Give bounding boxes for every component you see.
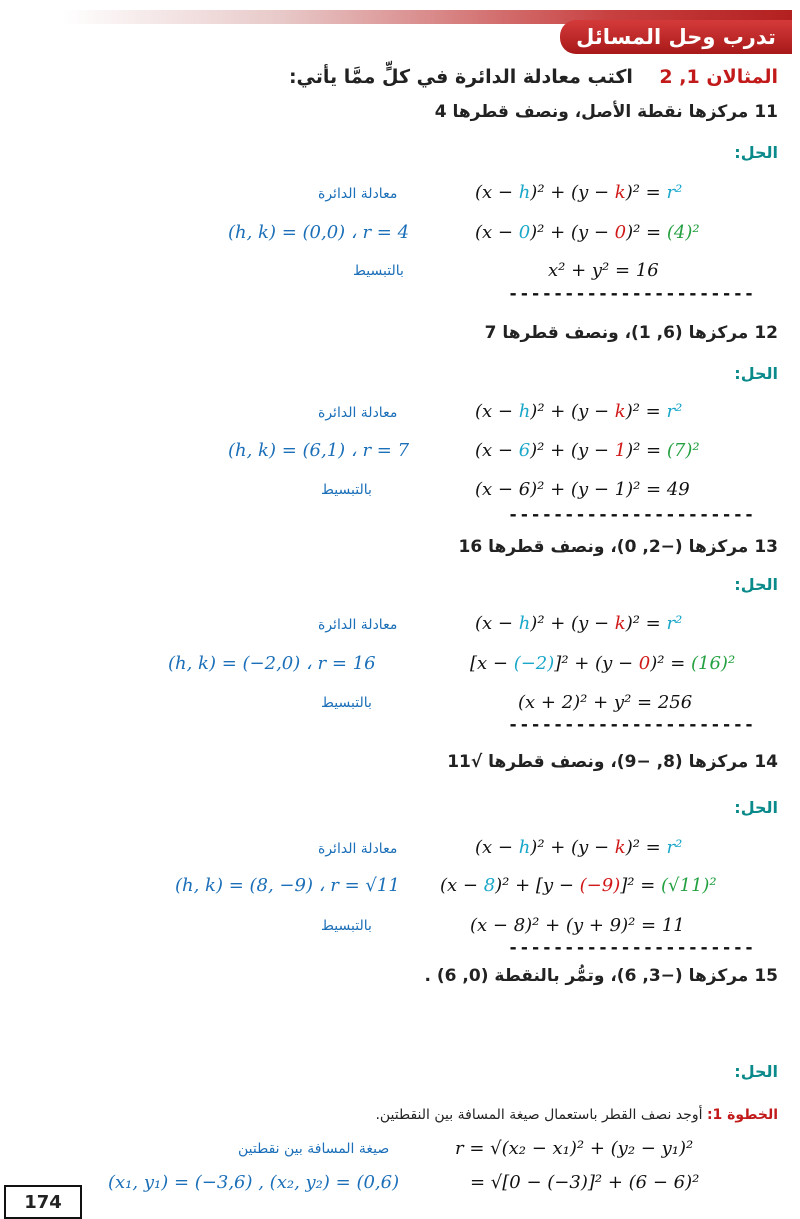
solution-label: الحل: (734, 1062, 778, 1081)
page-number: 174 (4, 1185, 82, 1219)
result-equation: x² + y² = 16 (548, 260, 659, 281)
distance-formula: r = √(x₂ − x₁)² + (y₂ − y₁)² (455, 1138, 694, 1159)
step-1-line: الخطوة 1: أوجد نصف القطر باستعمال صيغة المسافة بين النقطتين. (375, 1107, 778, 1123)
general-equation: (x − h)² + (y − k)² = r² (475, 613, 683, 634)
points-values: (x₁, y₁) = (−3,6) , (x₂, y₂) = (0,6) (108, 1172, 400, 1193)
solution-label: الحل: (734, 798, 778, 817)
note-circle-equation: معادلة الدائرة (318, 841, 398, 857)
problem-15: 15مركزها (−3, 6)، وتمُّر بالنقطة (0, 6) . (424, 966, 778, 986)
separator: ---------------------- (508, 505, 756, 525)
note-distance-formula: صيغة المسافة بين نقطتين (238, 1141, 390, 1157)
separator: ---------------------- (508, 284, 756, 304)
note-circle-equation: معادلة الدائرة (318, 617, 398, 633)
note-circle-equation: معادلة الدائرة (318, 186, 398, 202)
examples-label: المثالان 1, 2 (659, 66, 778, 88)
substituted-equation: (x − 6)² + (y − 1)² = (7)² (475, 440, 700, 461)
note-circle-equation: معادلة الدائرة (318, 405, 398, 421)
substituted-equation: [x − (−2)]² + (y − 0)² = (16)² (470, 653, 736, 674)
center-radius-values: (h, k) = (6,1) ، r = 7 (228, 440, 410, 461)
center-radius-values: (h, k) = (8, −9) ، r = √11 (175, 875, 400, 896)
note-simplify: بالتبسيط (321, 695, 372, 711)
separator: ---------------------- (508, 715, 756, 735)
problem-12: 12مركزها (6, 1)، ونصف قطرها 7 (484, 323, 778, 343)
problem-14: 14مركزها (8, −9)، ونصف قطرها √11 (447, 752, 778, 772)
distance-substitution: = √[0 − (−3)]² + (6 − 6)² (470, 1172, 700, 1193)
instruction-line (289, 66, 778, 88)
section-header: تدرب وحل المسائل (560, 20, 792, 54)
instruction-text: اكتب معادلة الدائرة في كلٍّ ممَّا يأتي: (288, 66, 633, 88)
note-simplify: بالتبسيط (353, 263, 404, 279)
result-equation: (x − 6)² + (y − 1)² = 49 (475, 479, 690, 500)
problem-11: 11مركزها نقطة الأصل، ونصف قطرها 4 (434, 102, 778, 122)
problem-13: 13مركزها (−2, 0)، ونصف قطرها 16 (458, 537, 778, 557)
general-equation: (x − h)² + (y − k)² = r² (475, 182, 683, 203)
result-equation: (x + 2)² + y² = 256 (518, 692, 693, 713)
general-equation: (x − h)² + (y − k)² = r² (475, 401, 683, 422)
separator: ---------------------- (508, 938, 756, 958)
note-simplify: بالتبسيط (321, 482, 372, 498)
result-equation: (x − 8)² + (y + 9)² = 11 (470, 915, 685, 936)
substituted-equation: (x − 8)² + [y − (−9)]² = (√11)² (440, 875, 717, 896)
solution-label: الحل: (734, 143, 778, 162)
substituted-equation: (x − 0)² + (y − 0)² = (4)² (475, 222, 700, 243)
solution-label: الحل: (734, 575, 778, 594)
center-radius-values: (h, k) = (−2,0) ، r = 16 (168, 653, 376, 674)
note-simplify: بالتبسيط (321, 918, 372, 934)
general-equation: (x − h)² + (y − k)² = r² (475, 837, 683, 858)
center-radius-values: (h, k) = (0,0) ، r = 4 (228, 222, 410, 243)
solution-label: الحل: (734, 364, 778, 383)
